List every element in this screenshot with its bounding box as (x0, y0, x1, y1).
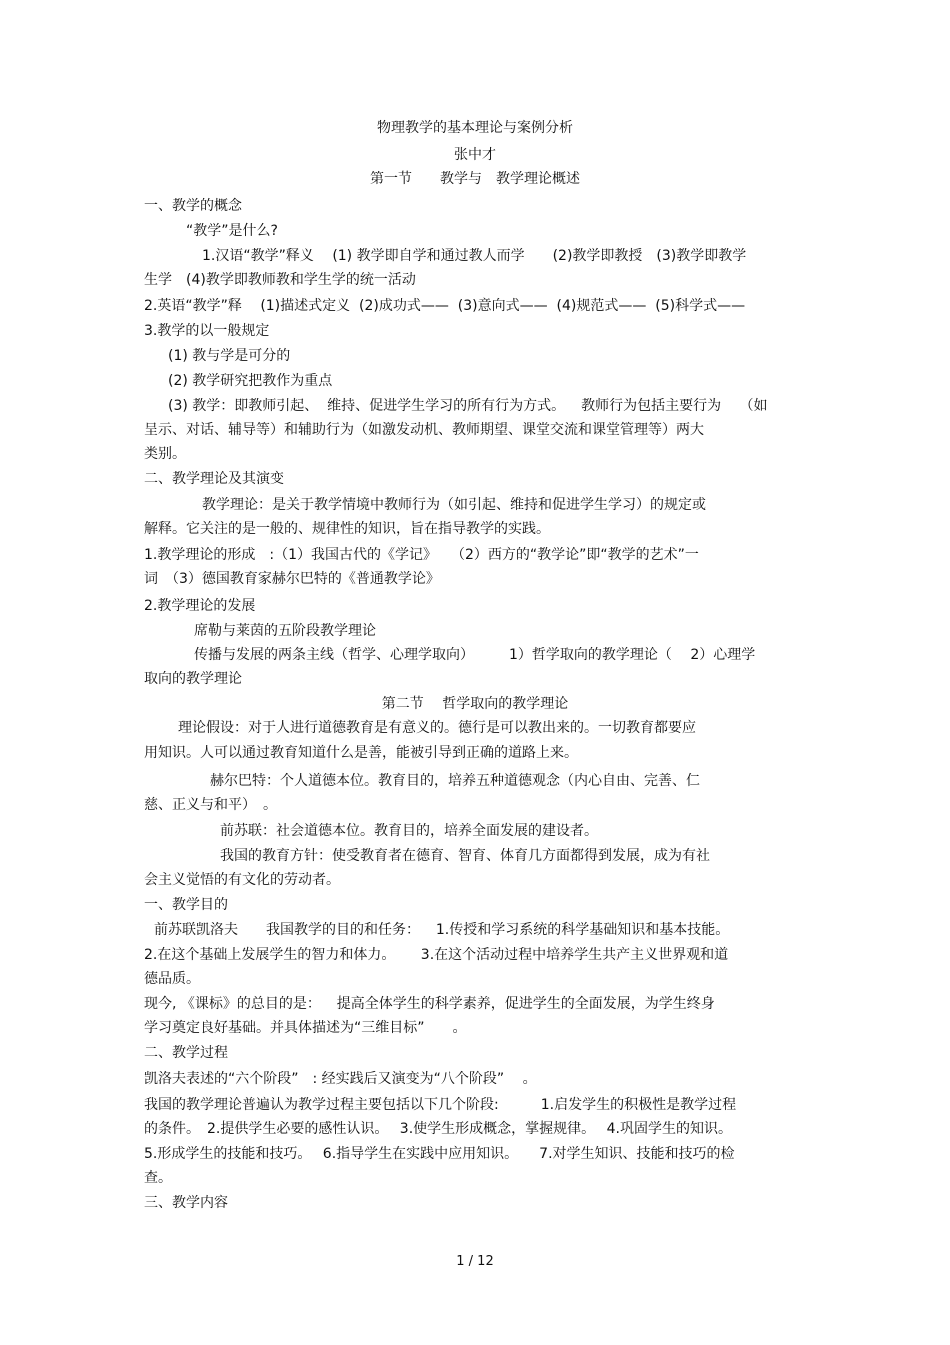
text-line: 现今, 《课标》的总目的是： 提高全体学生的科学素养，促进学生的全面发展，为学生终身 (144, 996, 715, 1012)
text-line: 赫尔巴特：个人道德本位。教育目的，培养五种道德观念（内心自由、完善、仁 (210, 773, 700, 789)
text-line: (3) 教学：即教师引起、 维持、促进学生学习的所有行为方式。 教师行为包括主要行为 （如 (168, 398, 768, 414)
section-2-heading: 第二节 哲学取向的教学理论 (381, 696, 569, 712)
text-line: 呈示、对话、辅导等）和辅助行为（如激发动机、教师期望、课堂交流和课堂管理等）两大 (144, 422, 704, 438)
text-line: 理论假设：对于人进行道德教育是有意义的。德行是可以教出来的。一切教育都要应 (178, 720, 696, 736)
text-line: 二、教学理论及其演变 (144, 471, 284, 487)
text-line: 会主义觉悟的有文化的劳动者。 (144, 872, 340, 888)
page-number: 1 / 12 (456, 1254, 494, 1269)
text-line: 1.汉语“教学”释义 (1) 教学即自学和通过教人而学 (2)教学即教授 (3)教学即教学 (202, 248, 747, 264)
text-line: 取向的教学理论 (144, 671, 242, 687)
text-line: 3.教学的以一般规定 (144, 323, 270, 339)
document-author: 张中才 (454, 147, 496, 163)
text-line: 教学理论：是关于教学情境中教师行为（如引起、维持和促进学生学习）的规定或 (202, 497, 706, 513)
text-line: 2.教学理论的发展 (144, 598, 256, 614)
text-line: 前苏联凯洛夫 我国教学的目的和任务： 1.传授和学习系统的科学基础知识和基本技能。 (154, 922, 730, 938)
text-line: 德品质。 (144, 971, 200, 987)
document-title: 物理教学的基本理论与案例分析 (377, 120, 573, 136)
text-line: 传播与发展的两条主线（哲学、心理学取向） 1）哲学取向的教学理论（ 2）心理学 (194, 647, 756, 663)
text-line: 1.教学理论的形成 :（1）我国古代的《学记》 （2）西方的“教学论”即“教学的艺术”一 (144, 547, 699, 563)
text-line: 席勒与莱茵的五阶段教学理论 (194, 623, 376, 639)
text-line: 慈、正义与和平） 。 (144, 797, 277, 813)
text-line: 的条件。 2.提供学生必要的感性认识。 3.使学生形成概念，掌握规律。 4.巩固学生的知识。 (144, 1121, 732, 1137)
text-line: (2) 教学研究把教作为重点 (168, 373, 333, 389)
text-line: 我国的教学理论普遍认为教学过程主要包括以下几个阶段: 1.启发学生的积极性是教学过程 (144, 1097, 737, 1113)
text-line: 一、教学目的 (144, 897, 228, 913)
text-line: 一、教学的概念 (144, 198, 242, 214)
text-line: 类别。 (144, 446, 186, 462)
text-line: 查。 (144, 1170, 172, 1186)
text-line: “教学”是什么? (186, 223, 278, 239)
text-line: 三、教学内容 (144, 1195, 228, 1211)
text-line: 我国的教育方针：使受教育者在德育、智育、体育几方面都得到发展，成为有社 (220, 848, 710, 864)
text-line: 二、教学过程 (144, 1045, 228, 1061)
section-1-heading: 第一节 教学与 教学理论概述 (370, 171, 580, 187)
text-line: (1) 教与学是可分的 (168, 348, 291, 364)
text-line: 5.形成学生的技能和技巧。 6.指导学生在实践中应用知识。 7.对学生知识、技能和技巧的检 (144, 1146, 735, 1162)
text-line: 2.英语“教学”释 (1)描述式定义 (2)成功式—— (3)意向式—— (4)规范式—— (5)科学式—— (144, 298, 746, 314)
text-line: 学习奠定良好基础。并具体描述为“三维目标” 。 (144, 1020, 467, 1036)
text-line: 凯洛夫表述的“六个阶段” : 经实践后又演变为“八个阶段” 。 (144, 1071, 537, 1087)
text-line: 2.在这个基础上发展学生的智力和体力。 3.在这个活动过程中培养学生共产主义世界观和道 (144, 947, 729, 963)
text-line: 生学 (4)教学即教师教和学生学的统一活动 (144, 272, 416, 288)
text-line: 解释。它关注的是一般的、规律性的知识，旨在指导教学的实践。 (144, 521, 550, 537)
text-line: 前苏联：社会道德本位。教育目的，培养全面发展的建设者。 (220, 823, 598, 839)
text-line: 用知识。人可以通过教育知道什么是善，能被引导到正确的道路上来。 (144, 745, 578, 761)
text-line: 词 （3）德国教育家赫尔巴特的《普通教学论》 (144, 571, 440, 587)
